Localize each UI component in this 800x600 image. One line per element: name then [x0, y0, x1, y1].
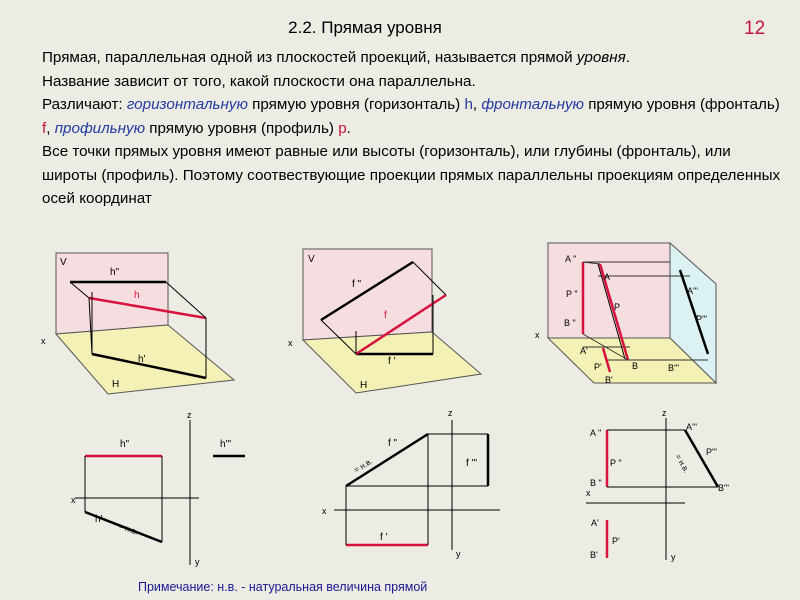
label-x: x [71, 495, 76, 505]
label-a3: A'" [686, 422, 697, 432]
frontal-line-3d-diagram [288, 249, 481, 393]
label-true-length: = н.в. [117, 521, 140, 537]
label-x: x [535, 330, 540, 340]
label-x: x [322, 506, 327, 516]
label-a: A [604, 272, 611, 282]
label-b3: B'" [718, 483, 729, 493]
label-v: V [60, 257, 67, 268]
horizontal-line-3d-diagram [41, 253, 234, 394]
label-b3: B'" [668, 363, 679, 373]
points-paragraph: Все точки прямых уровня имеют равные или высоты (горизонталь), или глубины (фронталь), или широты (профиль). Поэтому соотвествующие проекции прямых параллельны проекциям определенных осей координат [42, 143, 781, 207]
label-x: x [41, 336, 46, 346]
term-frontal: фронтальную [481, 96, 584, 113]
label-y: y [671, 552, 676, 562]
label-y: y [456, 549, 461, 559]
label-f: f [384, 310, 387, 321]
slide-number: 12 [744, 18, 766, 39]
label-x: x [586, 488, 591, 498]
label-y: y [195, 557, 200, 567]
label-f1: f ' [380, 532, 388, 543]
label-a1: A' [580, 346, 588, 356]
label-hh: H [360, 380, 368, 391]
definition-text: Прямая, параллельная одной из плоскостей проекций, называется прямой [42, 49, 577, 66]
label-a1: A' [591, 518, 599, 528]
term-level: уровня [576, 49, 626, 66]
label-true-length: = н.в. [352, 456, 375, 475]
label-hh: H [112, 379, 120, 390]
term-horizontal: горизонтальную [126, 96, 248, 113]
label-p2: P " [566, 289, 578, 299]
types-text: прямую уровня (фронталь) [583, 96, 780, 113]
label-f3: f '" [466, 458, 478, 469]
label-p3: P'" [706, 447, 717, 457]
label-x: x [288, 338, 293, 348]
label-p2: P " [610, 458, 622, 468]
term-profile: профильную [54, 119, 145, 137]
footnote: Примечание: н.в. - натуральная величина прямой [138, 580, 428, 594]
label-h1: h' [138, 354, 146, 365]
label-b2: B " [590, 478, 602, 488]
naming-paragraph: Название зависит от того, какой плоскости она параллельна. [42, 72, 476, 90]
label-b: B [632, 361, 639, 371]
label-h3: h'" [220, 439, 232, 450]
label-p: P [614, 302, 621, 312]
label-h: h [134, 290, 140, 301]
label-z: z [187, 410, 192, 420]
projection-f2 [346, 434, 428, 486]
punct: , [46, 119, 55, 137]
label-h2: h" [110, 267, 120, 278]
profile-line-3d-diagram [535, 243, 716, 385]
types-intro: Различают: [42, 96, 127, 113]
label-f2: f " [388, 438, 398, 449]
label-true-length: = н.в. [673, 452, 692, 475]
label-f2: f " [352, 279, 362, 290]
frontal-line-epure [322, 408, 500, 559]
slide-title: 2.2. Прямая уровня [288, 18, 442, 37]
symbol-f: f [42, 119, 47, 137]
label-h1: h' [95, 514, 103, 525]
horizontal-line-epure [71, 410, 245, 567]
projection-p3 [685, 430, 718, 487]
types-text: прямую уровня (горизонталь) [247, 96, 465, 113]
label-h2: h" [120, 439, 130, 450]
punct: . [625, 49, 630, 66]
symbol-p: p [338, 119, 347, 137]
label-f1: f ' [388, 356, 396, 367]
punct: . [346, 119, 351, 137]
label-a2: A " [590, 428, 602, 438]
label-b1: B' [590, 550, 598, 560]
plane-v [56, 253, 168, 334]
label-z: z [662, 408, 667, 418]
label-p1: P' [612, 536, 620, 546]
label-b1: B' [605, 375, 613, 385]
label-z: z [448, 408, 453, 418]
label-b2: B " [564, 318, 576, 328]
symbol-h: h [464, 96, 473, 113]
label-a3: A'" [687, 286, 698, 296]
label-v: V [308, 254, 315, 265]
label-p1: P' [594, 362, 602, 372]
punct: , [472, 96, 482, 113]
types-text: прямую уровня (профиль) [145, 119, 339, 137]
label-p3: P'" [696, 314, 707, 324]
profile-line-epure [586, 408, 729, 562]
label-a2: A " [565, 254, 577, 264]
